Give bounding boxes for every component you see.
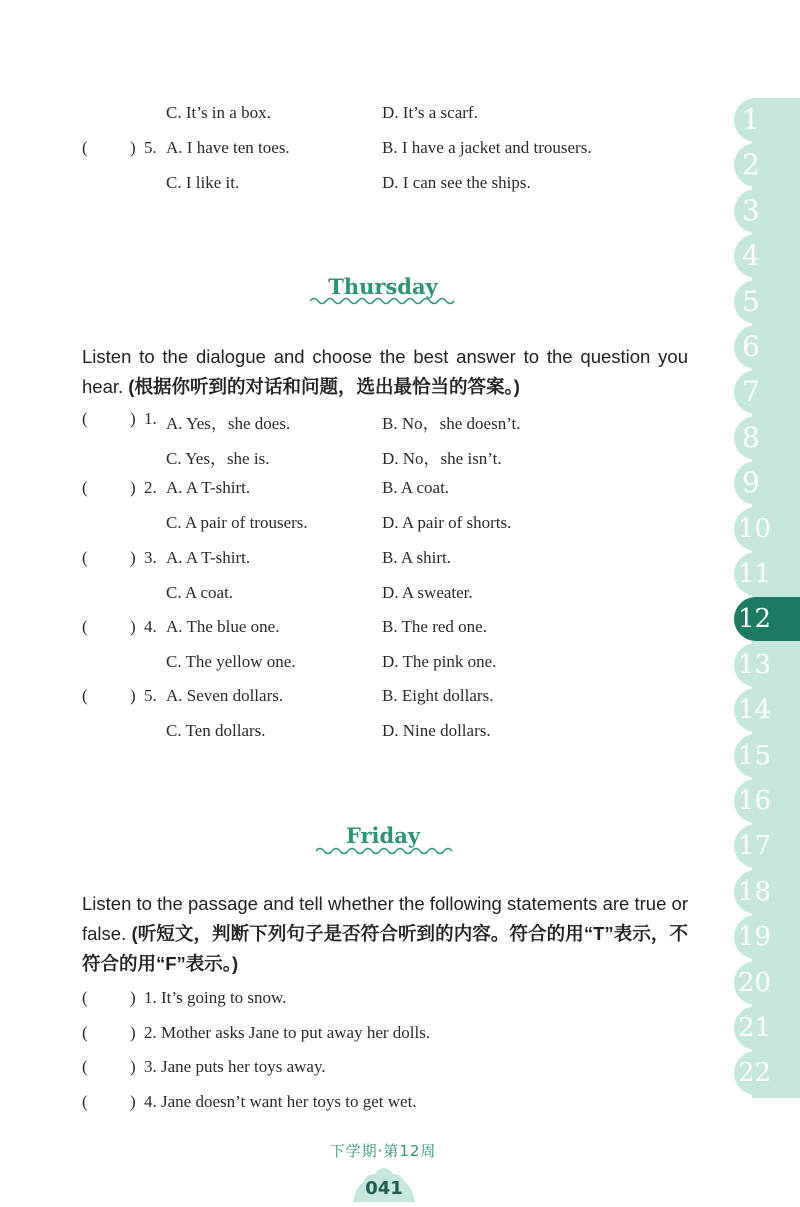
tab-week-2[interactable]: 2 (734, 143, 794, 187)
option-a: A. A T-shirt. (166, 478, 251, 497)
wave-underline-icon (316, 846, 454, 856)
option-a: A. A T-shirt. (166, 548, 251, 567)
option-d: D. The pink one. (382, 652, 497, 671)
option-b: B. A shirt. (382, 548, 451, 567)
tab-week-22[interactable]: 22 (734, 1051, 794, 1095)
answer-blank[interactable]: ( ) (82, 1057, 136, 1076)
option-b: B. I have a jacket and trousers. (382, 138, 592, 157)
tab-week-21[interactable]: 21 (734, 1006, 794, 1050)
tab-week-11[interactable]: 11 (734, 552, 794, 596)
tab-week-5[interactable]: 5 (734, 280, 794, 324)
question-number: 5. (144, 686, 157, 705)
option-d: D. Nine dollars. (382, 721, 491, 740)
statement-text: 2. Mother asks Jane to put away her dolls. (144, 1023, 431, 1042)
answer-blank[interactable]: ( ) (82, 138, 136, 157)
footer-title: 下学期·第12周 (329, 1142, 437, 1160)
tab-week-6[interactable]: 6 (734, 325, 794, 369)
option-c: C. A coat. (166, 583, 234, 602)
option-b: B. No，she doesn’t. (382, 414, 521, 433)
answer-blank[interactable]: ( ) (82, 1023, 136, 1042)
tab-week-16[interactable]: 16 (734, 779, 794, 823)
tab-week-7[interactable]: 7 (734, 370, 794, 414)
option-c: C. Yes，she is. (166, 449, 270, 468)
answer-blank[interactable]: ( ) (82, 548, 136, 567)
option-a: A. Yes，she does. (166, 414, 291, 433)
tab-week-17[interactable]: 17 (734, 824, 794, 868)
answer-blank[interactable]: ( ) (82, 686, 136, 705)
question-number: 2. (144, 478, 157, 497)
answer-blank[interactable]: ( ) (82, 409, 136, 428)
tab-week-4[interactable]: 4 (734, 234, 794, 278)
option-b: B. The red one. (382, 617, 487, 636)
instruction-friday: Listen to the passage and tell whether the following statements are true or false. (听短文，判断下列句子是否符合听到的内容。符合的用“T”表示，不符合的用“F”表示。) (82, 893, 688, 974)
option-c: C. Ten dollars. (166, 721, 266, 740)
tab-week-18[interactable]: 18 (734, 870, 794, 914)
option-c: C. A pair of trousers. (166, 513, 308, 532)
tab-week-15[interactable]: 15 (734, 734, 794, 778)
tab-week-13[interactable]: 13 (734, 643, 794, 687)
statement-text: 4. Jane doesn’t want her toys to get wet. (144, 1092, 417, 1111)
page-number-badge (349, 1168, 419, 1202)
tab-week-14[interactable]: 14 (734, 688, 794, 732)
option-b: B. A coat. (382, 478, 450, 497)
option-a: A. I have ten toes. (166, 138, 290, 157)
statement-text: 3. Jane puts her toys away. (144, 1057, 326, 1076)
answer-blank[interactable]: ( ) (82, 1092, 136, 1111)
tab-week-10[interactable]: 10 (734, 507, 794, 551)
tab-week-1[interactable]: 1 (734, 98, 794, 142)
section-title-friday: Friday (345, 823, 421, 848)
tab-week-3[interactable]: 3 (734, 189, 794, 233)
tab-week-12[interactable]: 12 (734, 597, 800, 641)
option-c: C. It’s in a box. (166, 103, 271, 122)
question-number: 3. (144, 548, 157, 567)
option-a: A. The blue one. (166, 617, 280, 636)
wave-underline-icon (310, 296, 456, 306)
option-d: D. I can see the ships. (382, 173, 531, 192)
option-d: D. It’s a scarf. (382, 103, 478, 122)
option-c: C. I like it. (166, 173, 240, 192)
section-title-thursday: Thursday (328, 274, 438, 299)
instruction-thursday: Listen to the dialogue and choose the best answer to the question you hear. (根据你听到的对话和问题，选出最恰当的答案。) (82, 346, 688, 397)
tab-week-9[interactable]: 9 (734, 461, 794, 505)
tab-week-19[interactable]: 19 (734, 915, 794, 959)
option-d: D. No，she isn’t. (382, 449, 502, 468)
week-tabs (734, 98, 800, 1098)
tab-week-20[interactable]: 20 (734, 961, 794, 1005)
question-number: 5. (144, 138, 157, 157)
answer-blank[interactable]: ( ) (82, 988, 136, 1007)
answer-blank[interactable]: ( ) (82, 478, 136, 497)
option-d: D. A pair of shorts. (382, 513, 512, 532)
tab-week-8[interactable]: 8 (734, 416, 794, 460)
option-a: A. Seven dollars. (166, 686, 284, 705)
option-d: D. A sweater. (382, 583, 473, 602)
statement-text: 1. It’s going to snow. (144, 988, 287, 1007)
question-number: 4. (144, 617, 157, 636)
question-number: 1. (144, 409, 157, 428)
page-number: 041 (365, 1178, 403, 1199)
answer-blank[interactable]: ( ) (82, 617, 136, 636)
option-b: B. Eight dollars. (382, 686, 494, 705)
option-c: C. The yellow one. (166, 652, 296, 671)
